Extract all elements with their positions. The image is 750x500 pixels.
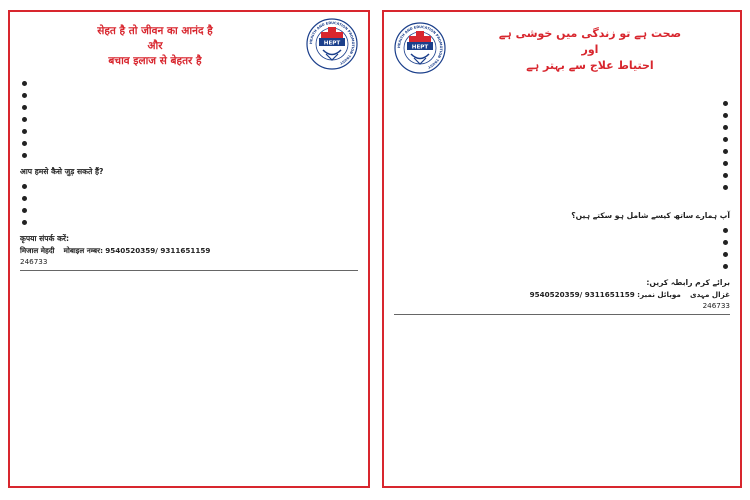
list-item [20, 90, 358, 100]
logo-badge-text: HEPT [411, 44, 429, 51]
list-item [394, 122, 730, 132]
hindi-program-list [20, 78, 358, 160]
divider [20, 270, 358, 271]
list-item [20, 181, 358, 191]
list-item [20, 193, 358, 203]
hept-logo [394, 22, 446, 74]
hindi-title-line-1: सेहत है तो जीवन का आनंद है [97, 25, 213, 37]
divider [394, 314, 730, 315]
hindi-mobile-number: 9540520359/ 9311651159 [105, 246, 211, 255]
urdu-title [460, 26, 720, 74]
urdu-title-line-3: احتیاط علاج سے بہتر ہے [526, 59, 654, 72]
hindi-mobile-label: मोबाइल नम्बर: [63, 246, 103, 255]
list-item [20, 78, 358, 88]
list-item [394, 98, 730, 108]
list-item [394, 158, 730, 168]
list-item [394, 170, 730, 180]
urdu-contact-name: غزال مہدی [690, 290, 730, 299]
list-item [394, 182, 730, 192]
hindi-contact-pin: 246733 [20, 257, 48, 266]
urdu-join-heading: آپ ہمارے ساتھ کیسے شامل ہو سکتے ہیں؟ [571, 211, 730, 220]
list-item [20, 114, 358, 124]
urdu-title-line-2: اور [581, 43, 599, 56]
list-item [394, 225, 730, 235]
hindi-contact-heading: कृपया संपर्क करें: [20, 234, 70, 243]
hindi-contact-row [20, 246, 358, 256]
urdu-mobile-label: موبائل نمبر: [637, 290, 681, 299]
hindi-join-list [20, 181, 358, 227]
urdu-header [394, 18, 730, 94]
hindi-join-heading: आप हमसे कैसे जुड़ सकते हैं? [20, 167, 104, 176]
hindi-title [20, 24, 290, 69]
list-item [394, 261, 730, 271]
list-item [394, 110, 730, 120]
list-item [394, 237, 730, 247]
urdu-mobile-number: 9540520359/ 9311651159 [529, 290, 635, 299]
list-item [20, 126, 358, 136]
hindi-panel [8, 10, 370, 488]
list-item [394, 146, 730, 156]
urdu-panel [382, 10, 742, 488]
urdu-title-line-1: صحت ہے تو زندگی میں خوشی ہے [498, 27, 682, 40]
logo-ring-textpath: HEALTH AND EDUCATION PROMOTION TRUST [308, 20, 356, 66]
list-item [20, 217, 358, 227]
list-item [20, 102, 358, 112]
list-item [394, 134, 730, 144]
urdu-contact-row [394, 290, 730, 300]
list-item [20, 138, 358, 148]
hindi-title-line-2: और [147, 40, 163, 52]
hept-logo [306, 18, 358, 70]
hindi-contact-address-row [20, 257, 358, 267]
urdu-program-list [394, 98, 730, 192]
list-item [394, 249, 730, 259]
hindi-title-line-3: बचाव इलाज से बेहतर है [108, 55, 202, 67]
hindi-contact-name: मिजाल मेहदी [20, 246, 55, 255]
hindi-header [20, 18, 358, 74]
list-item [20, 150, 358, 160]
urdu-join-list [394, 225, 730, 271]
logo-ring-textpath: HEALTH AND EDUCATION PROMOTION TRUST [396, 24, 444, 70]
list-item [20, 205, 358, 215]
urdu-contact-pin: 246733 [702, 301, 730, 310]
logo-badge-text: HEPT [323, 40, 341, 47]
urdu-contact-heading: برائے کرم رابطہ کریں: [646, 278, 730, 287]
urdu-contact-address-row [394, 301, 730, 311]
